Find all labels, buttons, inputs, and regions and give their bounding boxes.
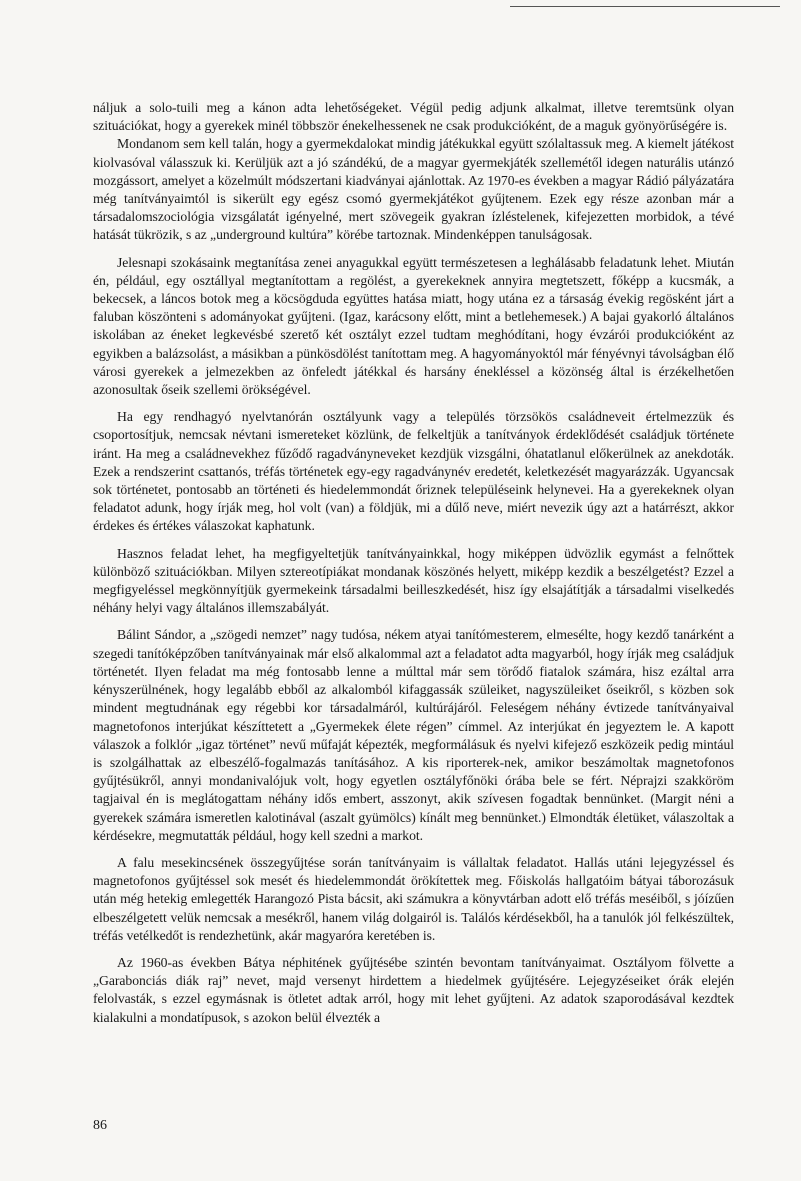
paragraph: Ha egy rendhagyó nyelvtanórán osztályunk vagy a település törzsökös családneveit értelmezzük és csoportosítjuk, nemcsak névtani ismereteket közlünk, de felkeltjük a tanítványok érdeklődését családjuk története iránt. Ha meg a családnevekhez fűződő ragadványneveket kezdjük vizsgálni, óhatatlanul előkerülnek az anekdoták. Ezek a rendszerint csattanós, tréfás történetek egy-egy ragadványnév eredetét, keletkezését magyarázzák. Ugyancsak sok történetet, pontosabb an történeti és hiedelemmondát őriznek településeink helynevei. Ha a gyerekeknek olyan feladatot adunk, hogy írják meg, hol volt (van) a földjük, mi a dűlő neve, miért nevezik úgy azt a határrészt, akkor érdekes és értékes válaszokat kaphatunk. bbox=[93, 409, 734, 534]
paragraph: Hasznos feladat lehet, ha megfigyeltetjük tanítványainkkal, hogy miképpen üdvözlik egymást a felnőttek különböző szituációkban. Milyen sztereotípiákat mondanak köszönés helyett, miképp kezdik a beszélgetést? Ezzel a megfigyeléssel megkönnyítjük gyermekeink társadalmi beilleszkedését, hisz így elsajátítják a társadalmi viselkedés néhány helyi vagy általános illemszabályát. bbox=[93, 545, 734, 616]
page-number: 86 bbox=[93, 1118, 107, 1133]
paragraph: Bálint Sándor, a „szögedi nemzet” nagy tudósa, nékem atyai tanítómesterem, elmesélte, hogy kezdő tanárként a szegedi tanítóképzőben tanítványainak már első alkalommal azt a feladatot adta magyarból, hogy írják meg családjuk történetét. Ilyen feladat ma még fontosabb lenne a múlttal már sem törődő fiatalok számára, hisz ezáltal arra kényszerülnének, hogy legalább ebből az alkalomból kifaggassák szüleiket, nagyszüleiket őseikről, s közben sok mindent megtudnának egy régebbi kor társadalmáról, kultúrájáról. Feleségem néhány évtizede tanítványaival magnetofonos interjúkat készíttetett a „Gyermekek élete régen” címmel. Az interjúkat én jegyeztem le. A kapott válaszok a folklór „igaz történet” nevű műfaját képezték, megformálásuk és nyelvi kifejező eszközeik pedig mintául is szolgálhattak az elbeszélő-fogalmazás tanításához. A kis riporterek-nek, amikor beszámoltak magnetofonos gyűjtésükről, annyi mondanivalójuk volt, hogy egyetlen osztályfőnöki órába bele se fért. Néprajzi szakköröm tagjaival én is meglátogattam néhány idős embert, asszonyt, akik szívesen fogadtak bennünket. (Margit néni a gyerekek számára ismeretlen kalotinával (aszalt gyümölcs) kínált meg bennünket.) Elmondták életüket, válaszoltak a kérdésekre, megmutatták például, hogy kell szedni a markot. bbox=[93, 627, 734, 843]
top-rule bbox=[510, 6, 780, 7]
paragraph: náljuk a solo-tuili meg a kánon adta lehetőségeket. Végül pedig adjunk alkalmat, illetve teremtsünk olyan szituációkat, hogy a gyerekek minél többször énekelhessenek ne csak produkcióként, de a maguk gyönyörűségére is. bbox=[93, 100, 734, 134]
paragraph: Az 1960-as években Bátya néphitének gyűjtésébe szintén bevontam tanítványaimat. Osztályom fölvette a „Garabonciás diák raj” nevet, majd versenyt hirdettem a hiedelmek gyűjtésére. Lejegyzéseiket órák elején felolvasták, s ezzel egymásnak is ötletet adtak arról, hogy mit lehet gyűjteni. Az adatok szaporodásával kezdtek kialakulni a mondatípusok, s azokon belül élvezték a bbox=[93, 954, 734, 1025]
paragraph: Mondanom sem kell talán, hogy a gyermekdalokat mindig játékukkal együtt szólaltassuk meg. A kiemelt játékost kiolvasóval válasszuk ki. Kerüljük azt a jó szándékú, de a magyar gyermekjáték szellemétől idegen naturális utánzó mozgássort, amelyet a közelmúlt módszertani kiadványai ajánlottak. Az 1970-es években a magyar Rádió pályázatára még tanítványaimtól is sikerült egy egész csomó gyermekjátékot gyűjtenem. Ezek egy része azonban már a társadalomszociológia vizsgálatát igényelné, mert szövegeik gyakran ízléstelenek, kifejezetten morbidok, a tévé hatását tükrözik, s az „underground kultúra” körébe tartoznak. Mindenképpen tanulságosak. bbox=[93, 136, 734, 243]
body-text bbox=[93, 99, 734, 1027]
paragraph: Jelesnapi szokásaink megtanítása zenei anyagukkal együtt természetesen a leghálásabb feladatunk lehet. Miután én, például, egy osztállyal megtanítottam a regölést, a gyerekeknek annyira megtetszett, főképp a kucsmák, a bekecsek, a láncos botok meg a köcsögduda együttes hatása miatt, hogy utána ez a társaság évekig regösként járt a faluban köszönteni s adományokat gyűjteni. (Igaz, karácsony előtt, mint a betlehemesek.) A bajai gyakorló általános iskolában az éneket legkevésbé szerető két osztályt ezzel tudtam meghódítani, hogy évzárói produkcióként az egyikben a balázsolást, a másikban a pünkösdölést tanítottam meg. A hagyományoktól már fényévnyi távolságban élő városi gyerekek a jelmezekben az önfeledt játékkal és harsány énekléssel a közönség által is érzékelhetően azonosultak őseik szellemi örökségével. bbox=[93, 254, 734, 398]
paragraph: A falu mesekincsének összegyűjtése során tanítványaim is vállaltak feladatot. Hallás utáni lejegyzéssel és magnetofonos gyűjtéssel sok mesét és hiedelemmondát örökítettek meg. Főiskolás hallgatóim bátyai táborozásuk után még hetekig emlegették Harangozó Pista bácsit, aki számukra a könyvtárban adott elő tréfás meséiből, s jóízűen elbeszélgetett velük nemcsak a mesékről, hanem világ dolgairól is. Találós kérdésekből, ha a tanulók jól felkészültek, tréfás vetélkedőt is rendezhetünk, akár magyaróra keretében is. bbox=[93, 854, 734, 943]
